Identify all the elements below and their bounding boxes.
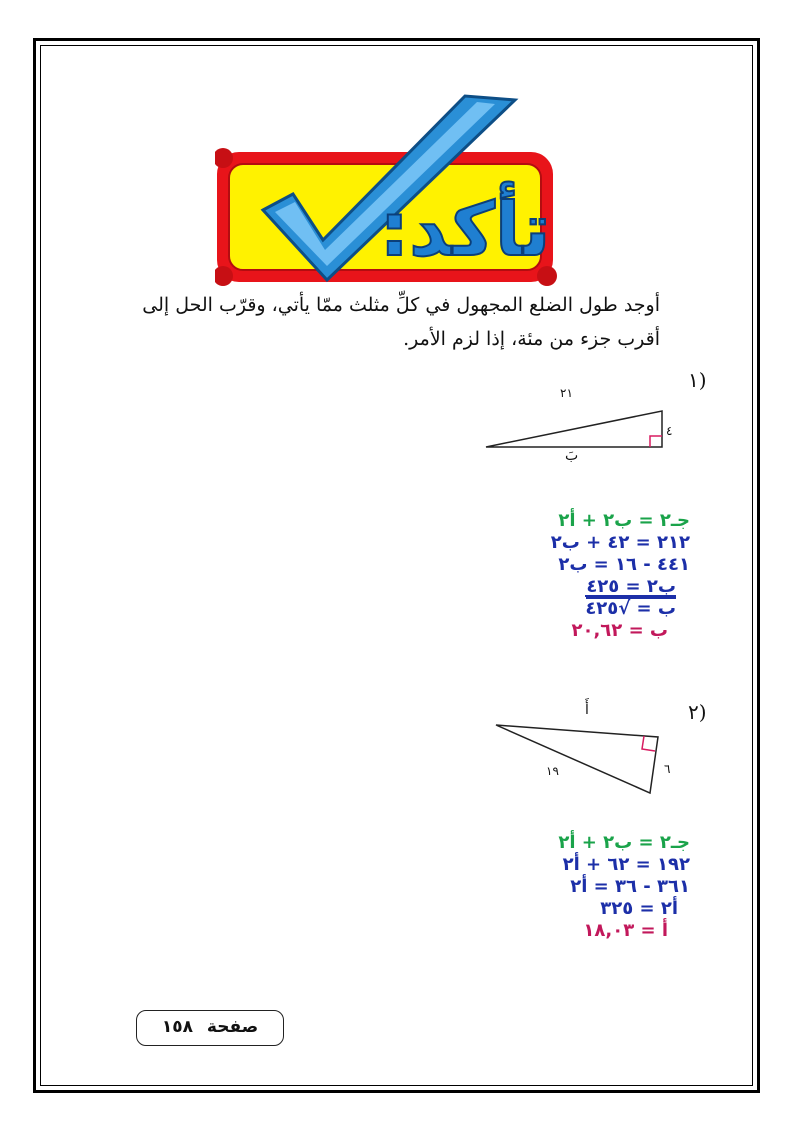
page-number: ١٥٨ xyxy=(161,1017,193,1037)
work-1-line-3: ٤٤١ - ١٦ = ب٢ xyxy=(558,554,690,575)
triangle-2-unknown-label: أَ xyxy=(585,702,589,718)
work-2-line-3: ٣٦١ - ٣٦ = أ٢ xyxy=(570,876,690,897)
triangle-1 xyxy=(480,405,680,465)
triangle-2 xyxy=(490,715,690,800)
confirm-banner xyxy=(215,90,575,290)
work-1-line-4: ب٢ = ٤٢٥ xyxy=(586,576,676,597)
triangle-2-hypotenuse-label: ١٩ xyxy=(546,764,559,778)
work-1-line-1: جـ٢ = ب٢ + أ٢ xyxy=(558,510,690,531)
problem-2-number: (٢ xyxy=(688,700,707,724)
banner-title: تأكد: xyxy=(379,187,551,273)
problem-1-number: (١ xyxy=(688,368,707,392)
page-label: صفحة xyxy=(206,1017,259,1037)
work-1-line-5: ب = √٤٢٥ xyxy=(510,598,676,620)
instruction-text: أوجد طول الضلع المجهول في كلِّ مثلث ممّا يأتي، وقرّب الحل إلى أقرب جزء من مئة، إذا لزم الأمر. xyxy=(142,294,660,350)
work-1-line-6: ب = ٢٠,٦٢ xyxy=(571,620,668,641)
work-2-line-2: ١٩٢ = ٦٢ + أ٢ xyxy=(562,854,690,875)
work-2-line-4: أ٢ = ٣٢٥ xyxy=(600,898,678,919)
work-2-line-5: أ = ١٨,٠٣ xyxy=(583,920,668,941)
triangle-2-leg-label: ٦ xyxy=(664,762,671,776)
work-1-line-2: ٢١٢ = ٤٢ + ب٢ xyxy=(550,532,690,553)
work-2-line-1: جـ٢ = ب٢ + أ٢ xyxy=(558,832,690,853)
problem-2-work xyxy=(510,832,690,942)
problem-1-work xyxy=(510,510,690,642)
triangle-1-unknown-label: بَ xyxy=(565,448,579,464)
triangle-1-hypotenuse-label: ٢١ xyxy=(560,386,573,400)
triangle-1-leg-label: ٤ xyxy=(666,424,673,438)
page-number-box xyxy=(136,1010,284,1046)
